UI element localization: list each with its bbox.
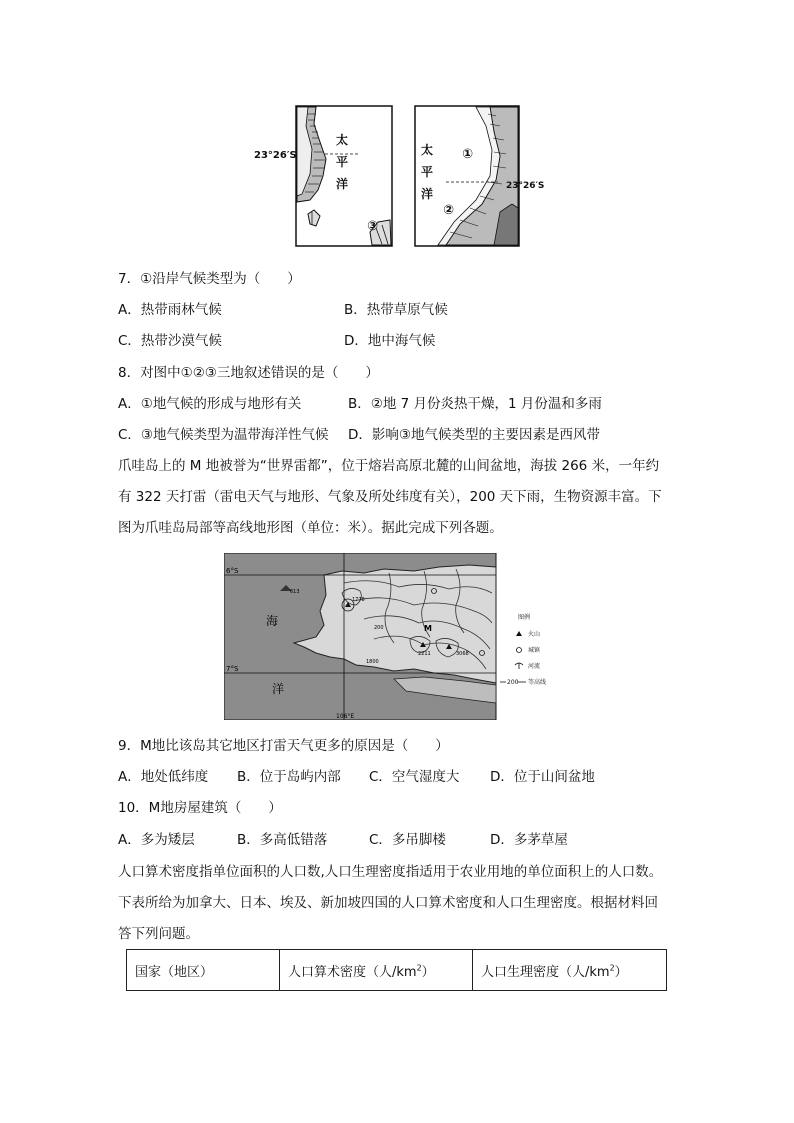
ocean-char-3: 洋 [336,177,349,191]
right-latitude-label: 23°26′S [506,181,545,191]
latitude-6s: 6°S [226,567,239,575]
volcano-icon [516,631,522,636]
elev-1800: 1800 [366,659,379,665]
left-latitude-label: 23°26′S [254,150,297,161]
header-arithmetic-density: 人口算术密度（人$/km^2$） [280,950,473,991]
q8-option-b[interactable]: B．②地 7 月份炎热干燥，1 月份温和多雨 [348,396,602,412]
elev-2211: 2211 [418,651,431,657]
legend-volcano: 火山 [528,631,541,638]
question-7-stem: 7．①沿岸气候类型为（ ） [118,271,301,287]
legend-river: 河流 [528,663,541,670]
q10-option-a[interactable]: A．多为矮层 [118,832,195,848]
q10-option-b[interactable]: B．多高低错落 [237,832,328,848]
q7-option-b[interactable]: B．热带草原气候 [344,302,448,318]
river-icon [515,663,523,669]
latitude-7s: 7°S [226,665,239,673]
q10-option-d[interactable]: D．多茅草屋 [490,832,568,848]
q8-option-c[interactable]: C．③地气候类型为温带海洋性气候 [118,427,329,443]
q7-option-d[interactable]: D．地中海气候 [344,333,436,349]
legend-contour: 等高线 [528,679,547,686]
coastal-maps-figure [250,104,550,249]
left-coastal-map [254,106,392,246]
marker-2: ② [443,203,455,218]
java-contour-map [224,553,574,720]
q8-option-a[interactable]: A．①地气候的形成与地形有关 [118,396,302,412]
table-header-row [127,950,667,991]
q9-option-a[interactable]: A．地处低纬度 [118,769,209,785]
legend-contour-value: 200 [507,679,519,686]
population-density-table [126,949,667,991]
ocean-label: 洋 [272,682,285,696]
elev-3068: 3068 [456,651,469,657]
question-8-stem: 8．对图中①②③三地叙述错误的是（ ） [118,365,379,381]
java-passage-line-2: 有 322 天打雷（雷电天气与地形、气象及所处纬度有关），200 天下雨，生物资源丰富。下 [118,489,662,505]
q7-option-c[interactable]: C．热带沙漠气候 [118,333,222,349]
question-9-stem: 9．M地比该岛其它地区打雷天气更多的原因是（ ） [118,738,449,754]
population-passage-line-3: 答下列问题。 [118,926,199,942]
marker-3: ③ [367,219,379,234]
right-ocean-char-1: 太 [421,143,434,157]
right-ocean-char-2: 平 [421,165,434,179]
q9-option-b[interactable]: B．位于岛屿内部 [237,769,341,785]
population-passage-line-1: 人口算术密度指单位面积的人口数,人口生理密度指适用于农业用地的单位面积上的人口数。 [118,864,663,880]
elev-200: 200 [374,625,384,631]
sea-label: 海 [266,614,279,628]
map-legend [500,613,546,686]
elev-613: 613 [290,589,300,595]
ocean-char-1: 太 [336,133,349,147]
java-passage-line-3: 图为爪哇岛局部等高线地形图（单位：米）。据此完成下列各题。 [118,520,503,536]
ocean-char-2: 平 [336,155,349,169]
q9-option-d[interactable]: D．位于山间盆地 [490,769,595,785]
marker-1: ① [462,147,474,162]
legend-title: 图例 [518,614,531,621]
town-icon [517,648,522,653]
longitude-106e: 106°E [336,713,355,720]
java-passage-line-1: 爪哇岛上的 M 地被誉为“世界雷都”，位于熔岩高原北麓的山间盆地，海拔 266 米，一年约 [118,458,660,474]
q9-option-c[interactable]: C．空气湿度大 [369,769,460,785]
header-country: 国家（地区） [127,950,280,991]
header-physiological-density: 人口生理密度（人$/km^2$） [473,950,667,991]
q7-option-a[interactable]: A．热带雨林气候 [118,302,222,318]
right-ocean-char-3: 洋 [421,187,434,201]
right-coastal-map [415,106,544,246]
q10-option-c[interactable]: C．多吊脚楼 [369,832,446,848]
question-10-stem: 10．M地房屋建筑（ ） [118,800,282,816]
legend-town: 城镇 [528,647,541,654]
m-location-label: M [424,624,432,633]
q8-option-d[interactable]: D．影响③地气候类型的主要因素是西风带 [348,427,600,443]
population-passage-line-2: 下表所给为加拿大、日本、埃及、新加坡四国的人口算术密度和人口生理密度。根据材料回 [118,895,658,911]
elev-1778: 1778 [352,597,365,603]
